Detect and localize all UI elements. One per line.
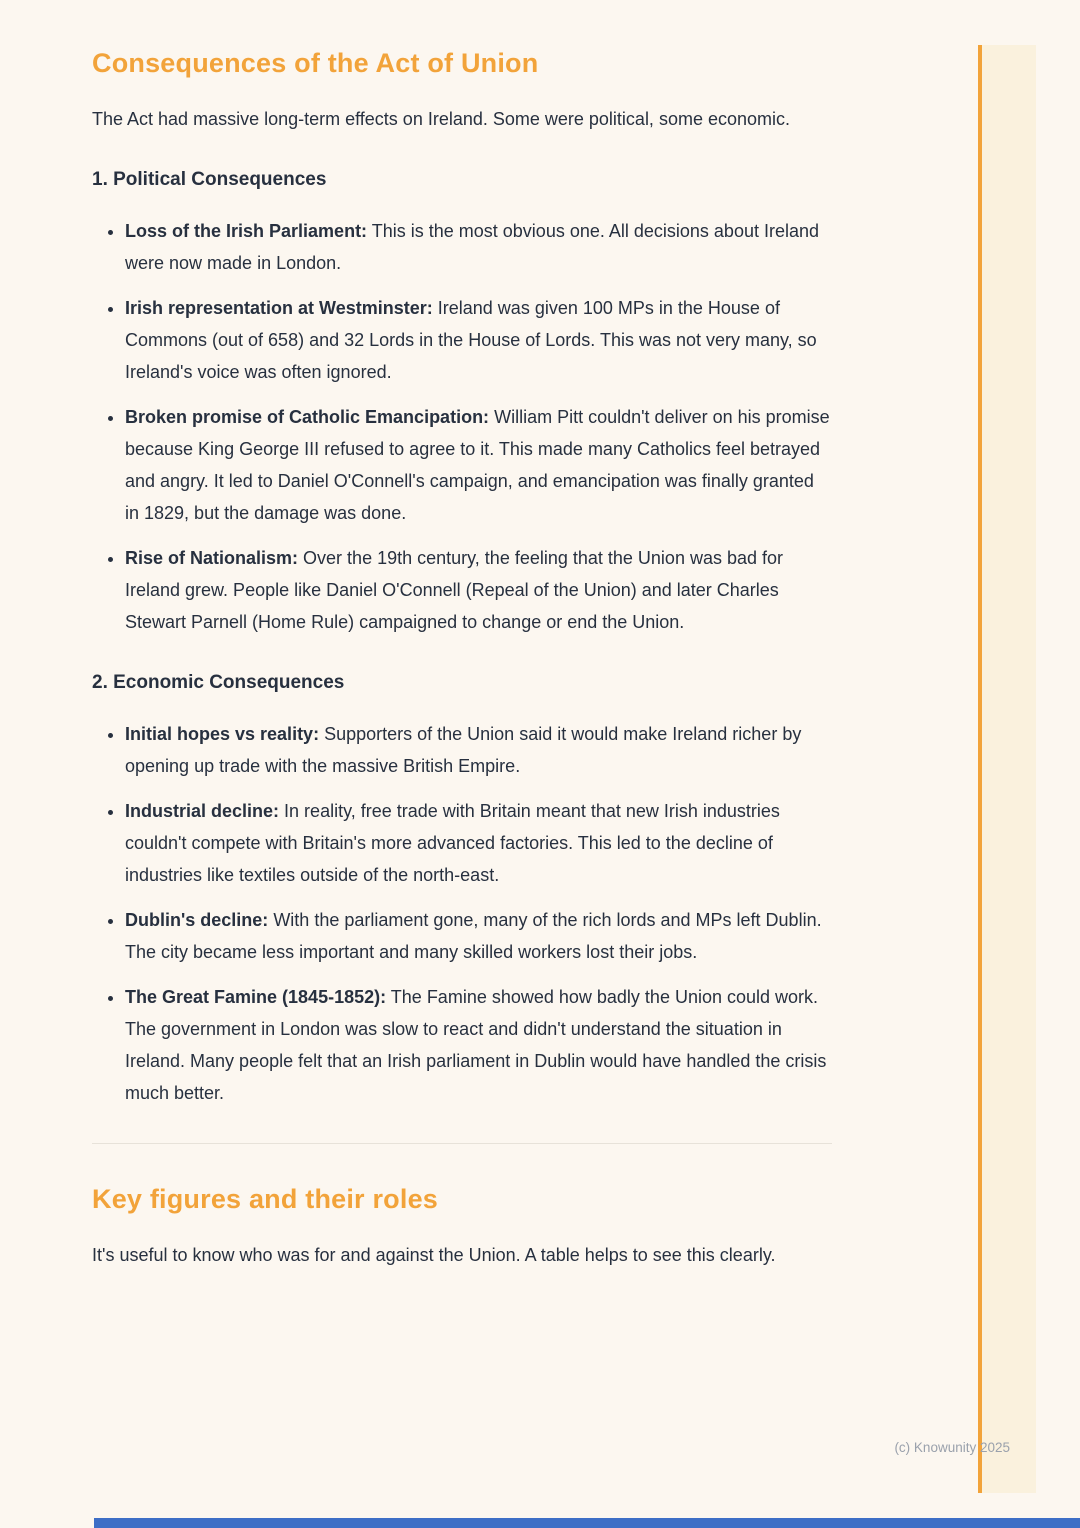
- list-item-dublins-decline: [125, 904, 832, 968]
- economic-consequences-list: [92, 718, 832, 1109]
- bullet-lead: Dublin's decline:: [125, 910, 269, 930]
- bullet-lead: Initial hopes vs reality:: [125, 724, 320, 744]
- section-divider: [92, 1143, 832, 1144]
- bullet-lead: Industrial decline:: [125, 801, 280, 821]
- intro-paragraph-consequences: The Act had massive long-term effects on Ireland. Some were political, some economic.: [92, 109, 790, 129]
- subheading-economic-consequences: 2. Economic Consequences: [92, 672, 345, 693]
- bullet-text: William Pitt couldn't deliver on his promise because King George III refused to agree to it. This made many Catholics feel betrayed and angry. It led to Daniel O'Connell's campaign, and emancipation was finally granted in 1829, but the damage was done.: [125, 407, 830, 523]
- list-item-loss-of-parliament: [125, 215, 832, 279]
- bullet-lead: Loss of the Irish Parliament:: [125, 221, 368, 241]
- bullet-text: Over the 19th century, the feeling that the Union was bad for Ireland grew. People like Daniel O'Connell (Repeal of the Union) and later Charles Stewart Parnell (Home Rule) campaigned to change or end the Union.: [125, 548, 783, 632]
- list-item-rise-of-nationalism: [125, 542, 832, 638]
- bullet-lead: Rise of Nationalism:: [125, 548, 299, 568]
- heading-key-figures: Key figures and their roles: [92, 1184, 438, 1214]
- list-item-initial-hopes: [125, 718, 832, 782]
- bullet-lead: Broken promise of Catholic Emancipation:: [125, 407, 490, 427]
- bullet-text: This is the most obvious one. All decisions about Ireland were now made in London.: [125, 221, 819, 273]
- political-consequences-list: [92, 215, 832, 638]
- bullet-lead: Irish representation at Westminster:: [125, 298, 433, 318]
- bullet-text: The Famine showed how badly the Union could work. The government in London was slow to react and didn't understand the situation in Ireland. Many people felt that an Irish parliament in Dublin would have handled the crisis much better.: [125, 987, 827, 1103]
- bullet-text: Supporters of the Union said it would make Ireland richer by opening up trade with the massive British Empire.: [125, 724, 802, 776]
- list-item-industrial-decline: [125, 795, 832, 891]
- page-margin-accent-bar: [978, 45, 1036, 1493]
- copyright-watermark: (c) Knowunity 2025: [894, 1440, 1010, 1455]
- list-item-broken-promise: [125, 401, 832, 529]
- list-item-great-famine: [125, 981, 832, 1109]
- bullet-lead: The Great Famine (1845-1852):: [125, 987, 387, 1007]
- list-item-irish-representation: [125, 292, 832, 388]
- intro-paragraph-key-figures: It's useful to know who was for and against the Union. A table helps to see this clearly.: [92, 1245, 776, 1265]
- bullet-text: With the parliament gone, many of the rich lords and MPs left Dublin. The city became less important and many skilled workers lost their jobs.: [125, 910, 822, 962]
- subheading-political-consequences: 1. Political Consequences: [92, 169, 327, 190]
- bullet-text: Ireland was given 100 MPs in the House of Commons (out of 658) and 32 Lords in the House of Lords. This was not very many, so Ireland's voice was often ignored.: [125, 298, 817, 382]
- document-content: [92, 48, 832, 1301]
- heading-consequences: Consequences of the Act of Union: [92, 48, 539, 78]
- bullet-text: In reality, free trade with Britain meant that new Irish industries couldn't compete with Britain's more advanced factories. This led to the decline of industries like textiles outside of the north-east.: [125, 801, 780, 885]
- table-header-edge: [94, 1518, 1080, 1528]
